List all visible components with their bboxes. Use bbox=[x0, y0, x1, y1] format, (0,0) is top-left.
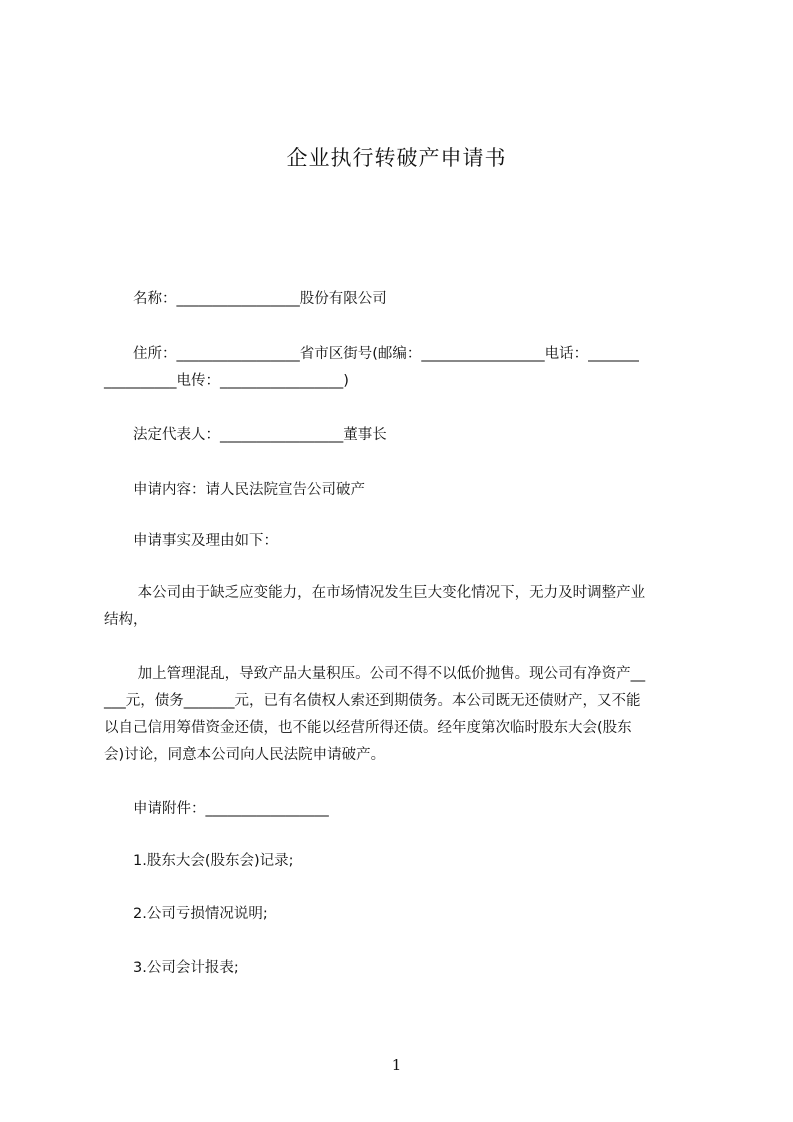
facts-reasons-heading: 申请事实及理由如下： bbox=[104, 533, 278, 549]
attachment-item-3: 3.公司会计报表; bbox=[104, 960, 239, 976]
reason-paragraph-1-line-2: 结构， bbox=[104, 612, 148, 628]
reason-paragraph-2-line-3: 以自己信用筹借资金还债，也不能以经营所得还债。经年度第次临时股东大会(股东 bbox=[104, 720, 632, 736]
address-line: 住所：_________________省市区街号(邮编：_________________电话：_______ bbox=[104, 346, 639, 362]
reason-paragraph-1-line-1: 本公司由于缺乏应变能力，在市场情况发生巨大变化情况下，无力及时调整产业 bbox=[104, 585, 646, 601]
document-title: 企业执行转破产申请书 bbox=[286, 146, 507, 170]
reason-paragraph-2-line-4: 会)讨论，同意本公司向人民法院申请破产。 bbox=[104, 747, 386, 763]
attachment-item-2: 2.公司亏损情况说明; bbox=[104, 906, 268, 922]
company-name-line: 名称：_________________股份有限公司 bbox=[104, 291, 387, 307]
address-line-continued: __________电传：_________________) bbox=[104, 373, 349, 389]
legal-representative-line: 法定代表人：_________________董事长 bbox=[104, 427, 387, 443]
reason-paragraph-2-line-1: 加上管理混乱，导致产品大量积压。公司不得不以低价抛售。现公司有净资产__ bbox=[104, 666, 646, 682]
page-number: 1 bbox=[391, 1056, 402, 1074]
attachment-item-1: 1.股东大会(股东会)记录; bbox=[104, 853, 294, 869]
reason-paragraph-2-line-2: ___元，债务_______元，已有名债权人索还到期债务。本公司既无还债财产，又不能 bbox=[104, 693, 641, 709]
attachments-heading: 申请附件：_________________ bbox=[104, 801, 329, 817]
application-content-line: 申请内容：请人民法院宣告公司破产 bbox=[104, 482, 365, 498]
